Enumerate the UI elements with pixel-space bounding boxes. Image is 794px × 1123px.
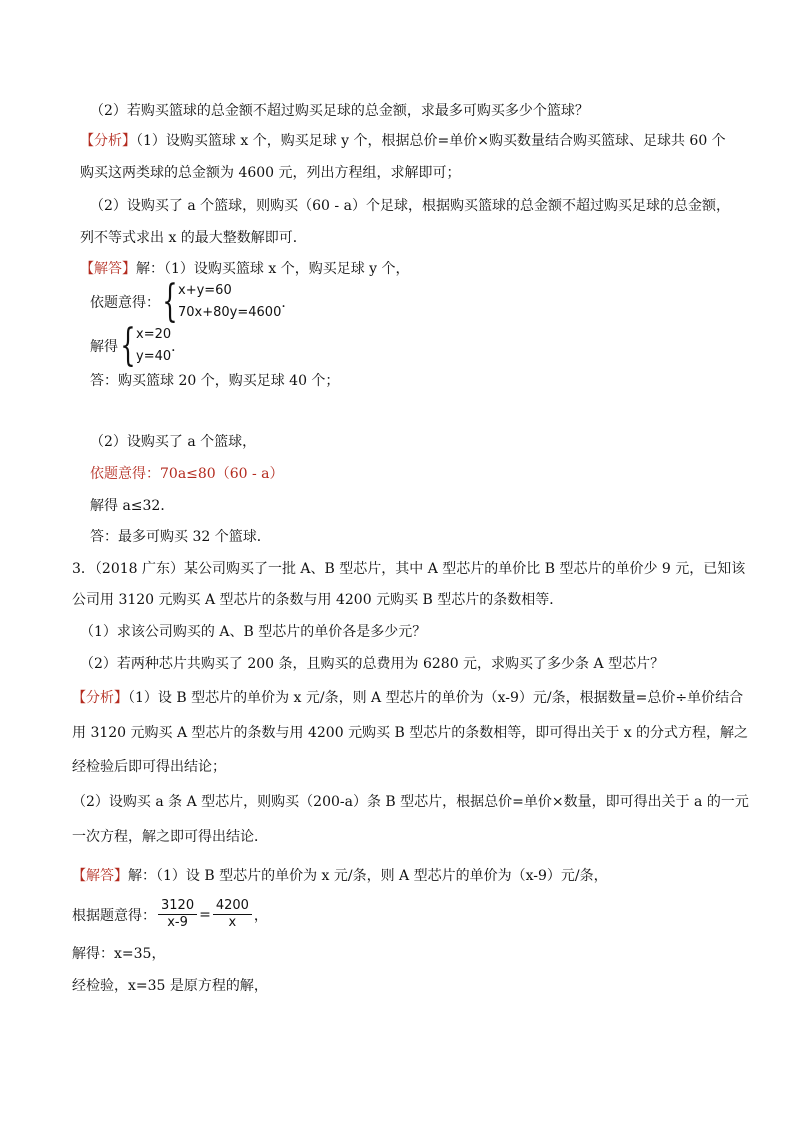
analysis-line-4: 列不等式求出 x 的最大整数解即可． [80, 230, 307, 246]
solution-equation: x=20 [136, 327, 172, 342]
system-equation: x+y=60 [178, 283, 232, 298]
fractional-equation [72, 898, 268, 931]
p3-analysis-line-5: 一次方程，解之即可得出结论． [72, 829, 268, 845]
p3-answer-line-1 [72, 866, 608, 886]
analysis-tag: 【分析】 [72, 690, 128, 706]
p3-verify: 经检验，x=35 是原方程的解， [72, 978, 268, 994]
problem-3-stem-line-2: 公司用 3120 元购买 A 型芯片的条数与用 4200 元购买 B 型芯片的条数相等． [72, 592, 564, 608]
system-equation: 70x+80y=4600 [178, 305, 282, 320]
fraction [158, 898, 197, 931]
problem-3-question-2: （2）若两种芯片共购买了 200 条，且购买的总费用为 6280 元，求购买了多少条 A 型芯片？ [80, 656, 665, 672]
answer-tag: 【解答】 [72, 868, 128, 884]
brace-icon: { [162, 276, 178, 327]
p3-analysis-line-3: 经检验后即可得出结论； [72, 759, 226, 775]
analysis-text: （1）设 B 型芯片的单价为 x 元/条，则 A 型芯片的单价为（x-9）元/条，根据数量=总价÷单价结合 [128, 690, 744, 706]
solution-equation: y=40 [136, 349, 172, 364]
analysis-line-2: 购买这两类球的总金额为 4600 元，列出方程组，求解即可； [80, 165, 461, 181]
fraction-numerator: 3120 [158, 898, 197, 915]
p3-solve: 解得：x=35， [72, 946, 166, 962]
p3-analysis-line-4: （2）设购买 a 条 A 型芯片，则购买（200-a）条 B 型芯片，根据总价=单价×数量，即可得出关于 a 的一元 [72, 794, 749, 810]
analysis-line-3: （2）设购买了 a 个篮球，则购买（60 - a）个足球，根据购买篮球的总金额不超过购买足球的总金额， [90, 198, 730, 214]
fraction [213, 898, 252, 931]
problem-3-stem-line-1: 3．（2018 广东）某公司购买了一批 A、B 型芯片，其中 A 型芯片的单价比 B 型芯片的单价少 9 元，已知该 [72, 561, 746, 577]
fraction-numerator: 4200 [213, 898, 252, 915]
answer-text: 解：（1）设购买篮球 x 个，购买足球 y 个， [136, 261, 410, 277]
analysis-tag: 【分析】 [80, 133, 136, 149]
answer-text: 解：（1）设 B 型芯片的单价为 x 元/条，则 A 型芯片的单价为（x-9）元/条， [128, 868, 608, 884]
solution-prefix: 解得 [90, 339, 118, 355]
analysis-line-1 [80, 131, 726, 151]
fraction-denominator: x [228, 915, 237, 930]
part2-equation: 依题意得：70a≤80（60 - a） [90, 466, 284, 482]
equals-sign: = [199, 906, 211, 923]
system-prefix: 依题意得： [90, 295, 160, 311]
equation-prefix: 根据题意得： [72, 907, 156, 924]
solution-system [90, 320, 186, 371]
question-part-2: （2）若购买篮球的总金额不超过购买足球的总金额，求最多可购买多少个篮球？ [90, 103, 589, 119]
system-suffix: ． [281, 295, 296, 311]
p3-analysis-line-1 [72, 688, 743, 708]
conclusion-line: 答：购买篮球 20 个，购买足球 40 个； [90, 373, 340, 389]
solution-suffix: ． [171, 339, 186, 355]
part2-solve: 解得 a≤32． [90, 498, 175, 514]
brace-icon: { [120, 320, 136, 371]
answer-tag: 【解答】 [80, 261, 136, 277]
part2-intro: （2）设购买了 a 个篮球， [90, 434, 257, 450]
part2-answer: 答：最多可购买 32 个篮球． [90, 529, 271, 545]
fraction-denominator: x-9 [167, 915, 188, 930]
problem-3-question-1: （1）求该公司购买的 A、B 型芯片的单价各是多少元？ [80, 624, 427, 640]
equation-suffix: ， [253, 907, 268, 924]
answer-line-1 [80, 259, 410, 279]
analysis-text: （1）设购买篮球 x 个，购买足球 y 个，根据总价=单价×购买数量结合购买篮球、足球共 60 个 [136, 133, 726, 149]
equation-system [90, 276, 296, 327]
p3-analysis-line-2: 用 3120 元购买 A 型芯片的条数与用 4200 元购买 B 型芯片的条数相等，即可得出关于 x 的分式方程，解之 [72, 725, 749, 741]
